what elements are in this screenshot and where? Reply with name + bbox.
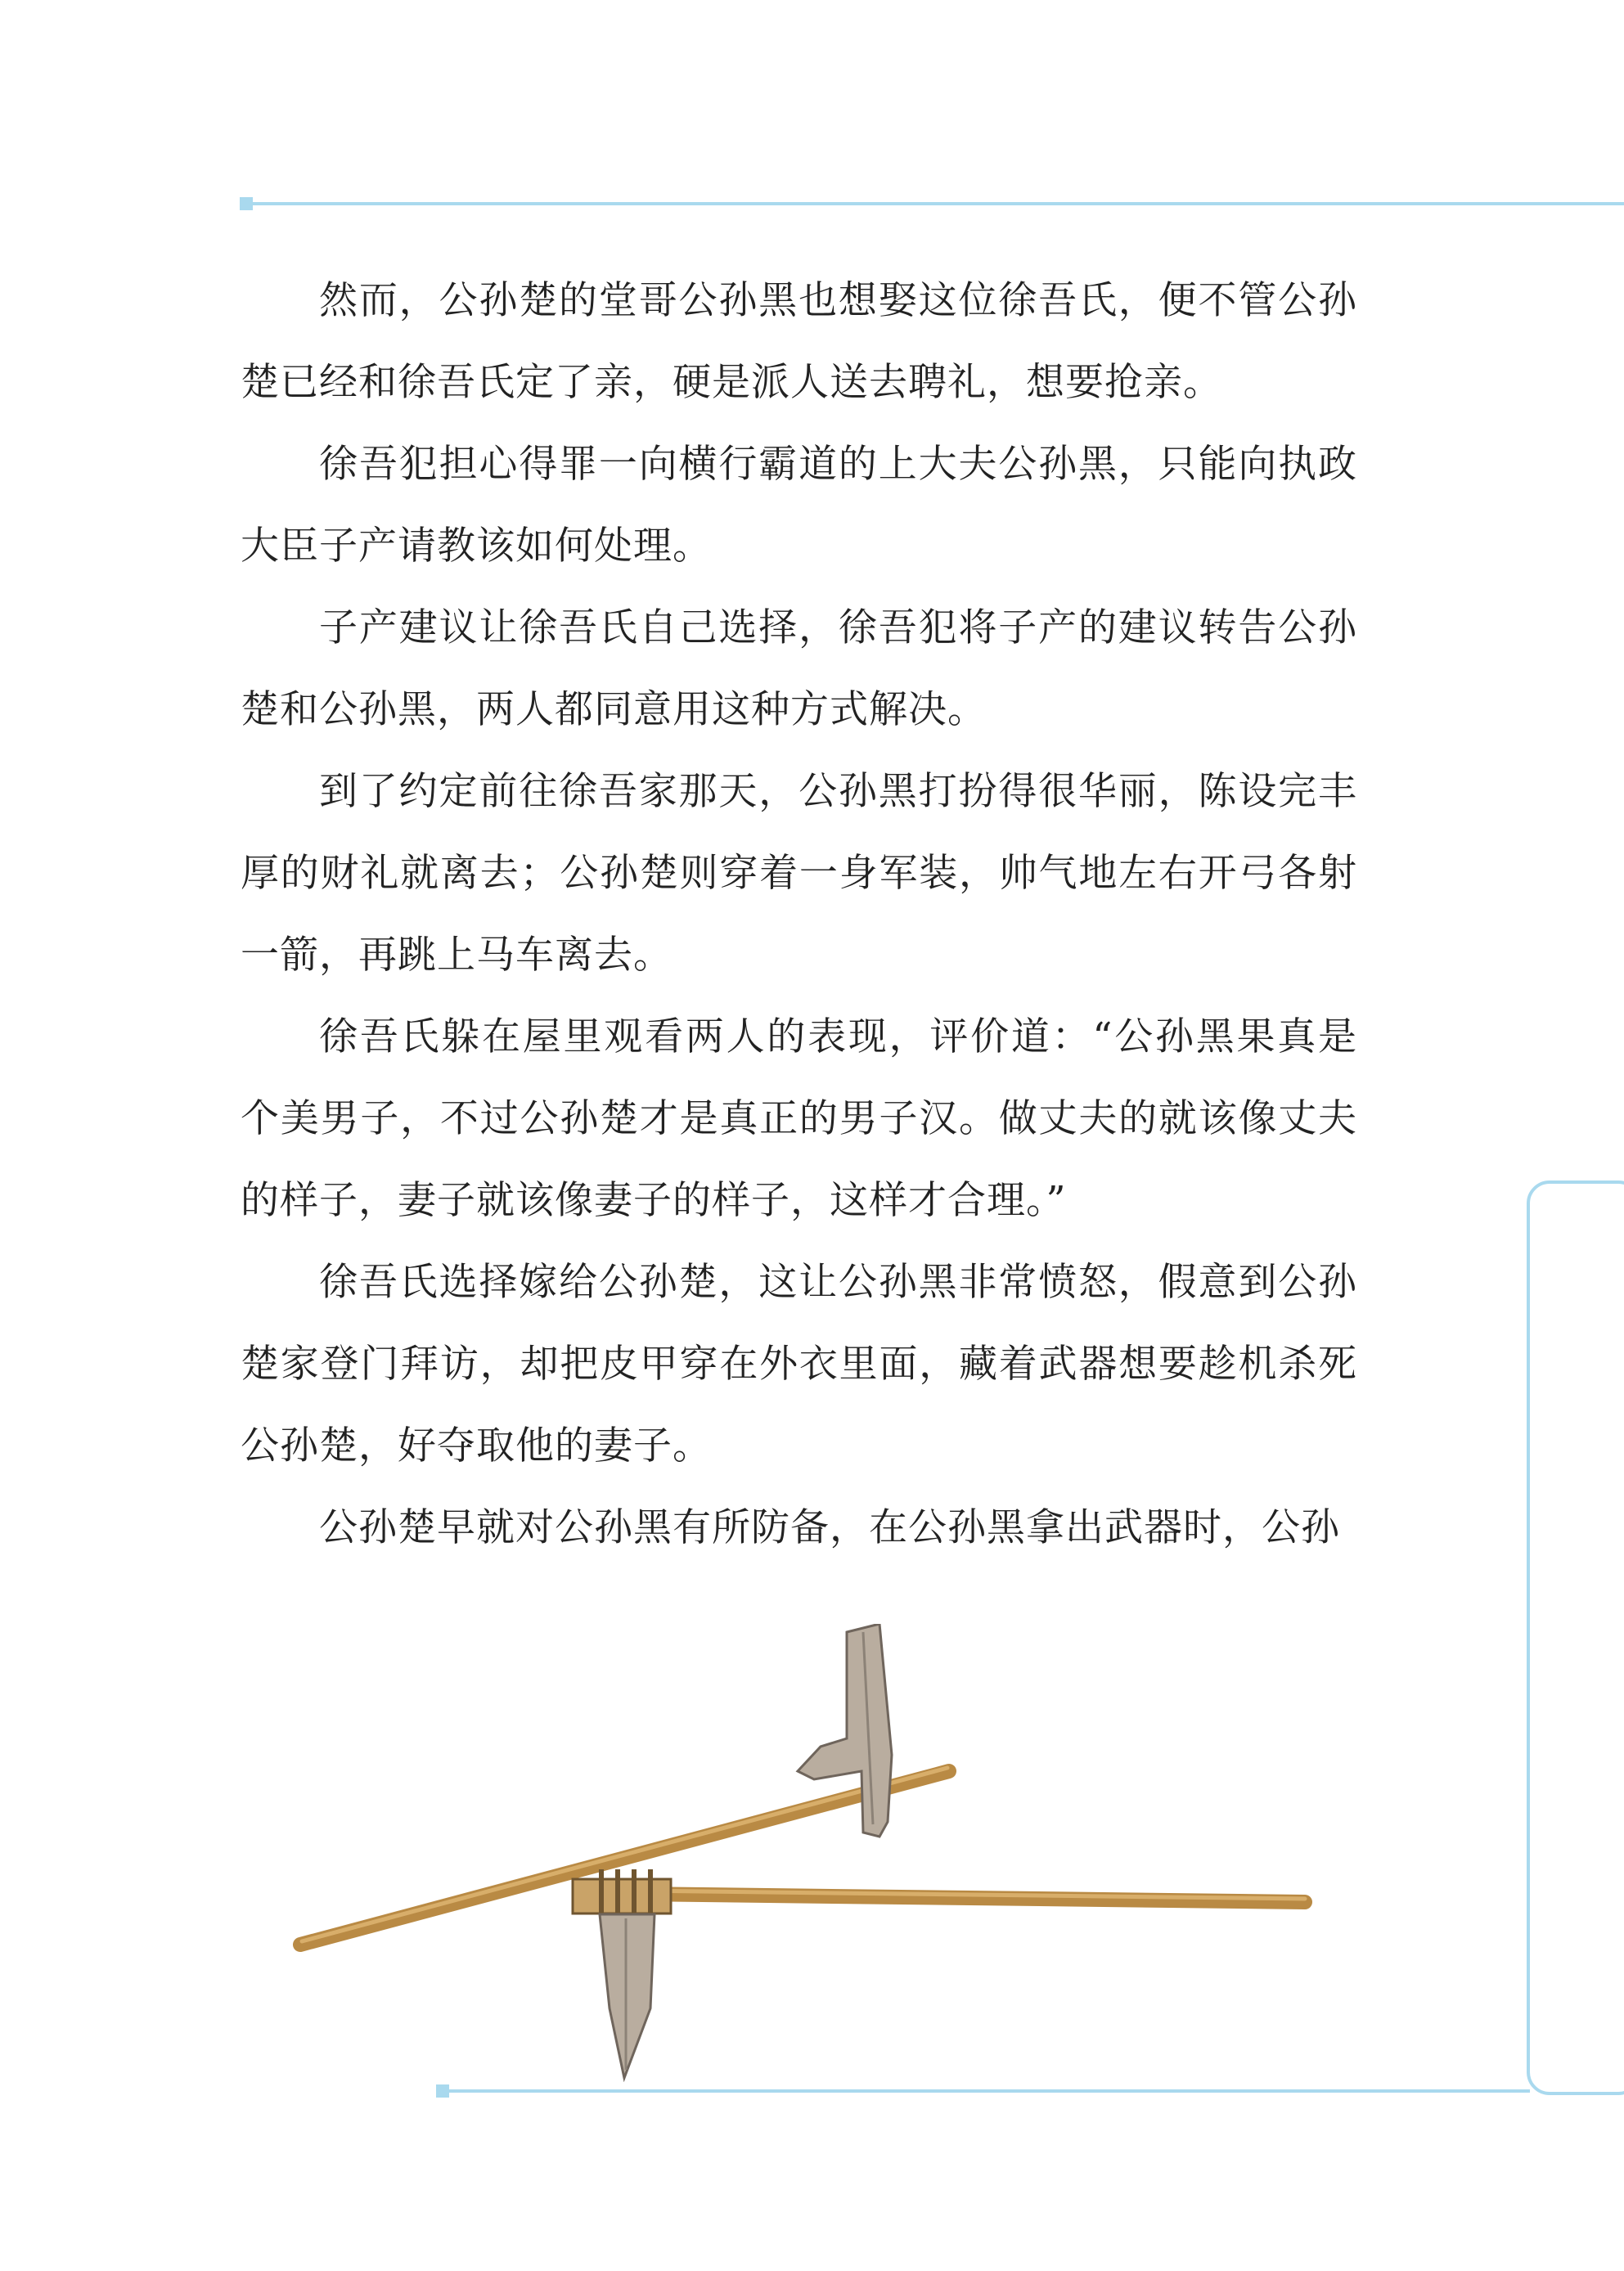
paragraph: 徐吾氏选择嫁给公孙楚，这让公孙黑非常愤怒，假意到公孙楚家登门拜访，却把皮甲穿在外衣里面，藏着武器想要趁机杀死公孙楚，好夺取他的妻子。 <box>241 1260 1357 1468</box>
body-text <box>241 260 1357 1569</box>
paragraph: 到了约定前往徐吾家那天，公孙黑打扮得很华丽，陈设完丰厚的财礼就离去；公孙楚则穿着一身军装，帅气地左右开弓各射一箭，再跳上马车离去。 <box>241 769 1357 978</box>
frame-bottom-rule <box>442 2089 1530 2093</box>
frame-right-bracket <box>1527 1180 1624 2095</box>
frame-top-rule <box>245 202 1624 205</box>
ge-dagger-axe-weapons-icon <box>290 1624 1317 2082</box>
paragraph: 徐吾氏躲在屋里观看两人的表现，评价道：“公孙黑果真是个美男子，不过公孙楚才是真正的男子汉。做丈夫的就该像丈夫的样子，妻子就该像妻子的样子，这样才合理。” <box>241 1014 1357 1223</box>
paragraph: 然而，公孙楚的堂哥公孙黑也想娶这位徐吾氏，便不管公孙楚已经和徐吾氏定了亲，硬是派人送去聘礼，想要抢亲。 <box>241 278 1357 405</box>
paragraph: 公孙楚早就对公孙黑有所防备，在公孙黑拿出武器时，公孙 <box>319 1505 1340 1550</box>
paragraph: 徐吾犯担心得罪一向横行霸道的上大夫公孙黑，只能向执政大臣子产请教该如何处理。 <box>241 442 1357 569</box>
binding-collar <box>573 1879 671 1913</box>
paragraph: 子产建议让徐吾氏自己选择，徐吾犯将子产的建议转告公孙楚和公孙黑，两人都同意用这种方式解决。 <box>241 605 1357 732</box>
